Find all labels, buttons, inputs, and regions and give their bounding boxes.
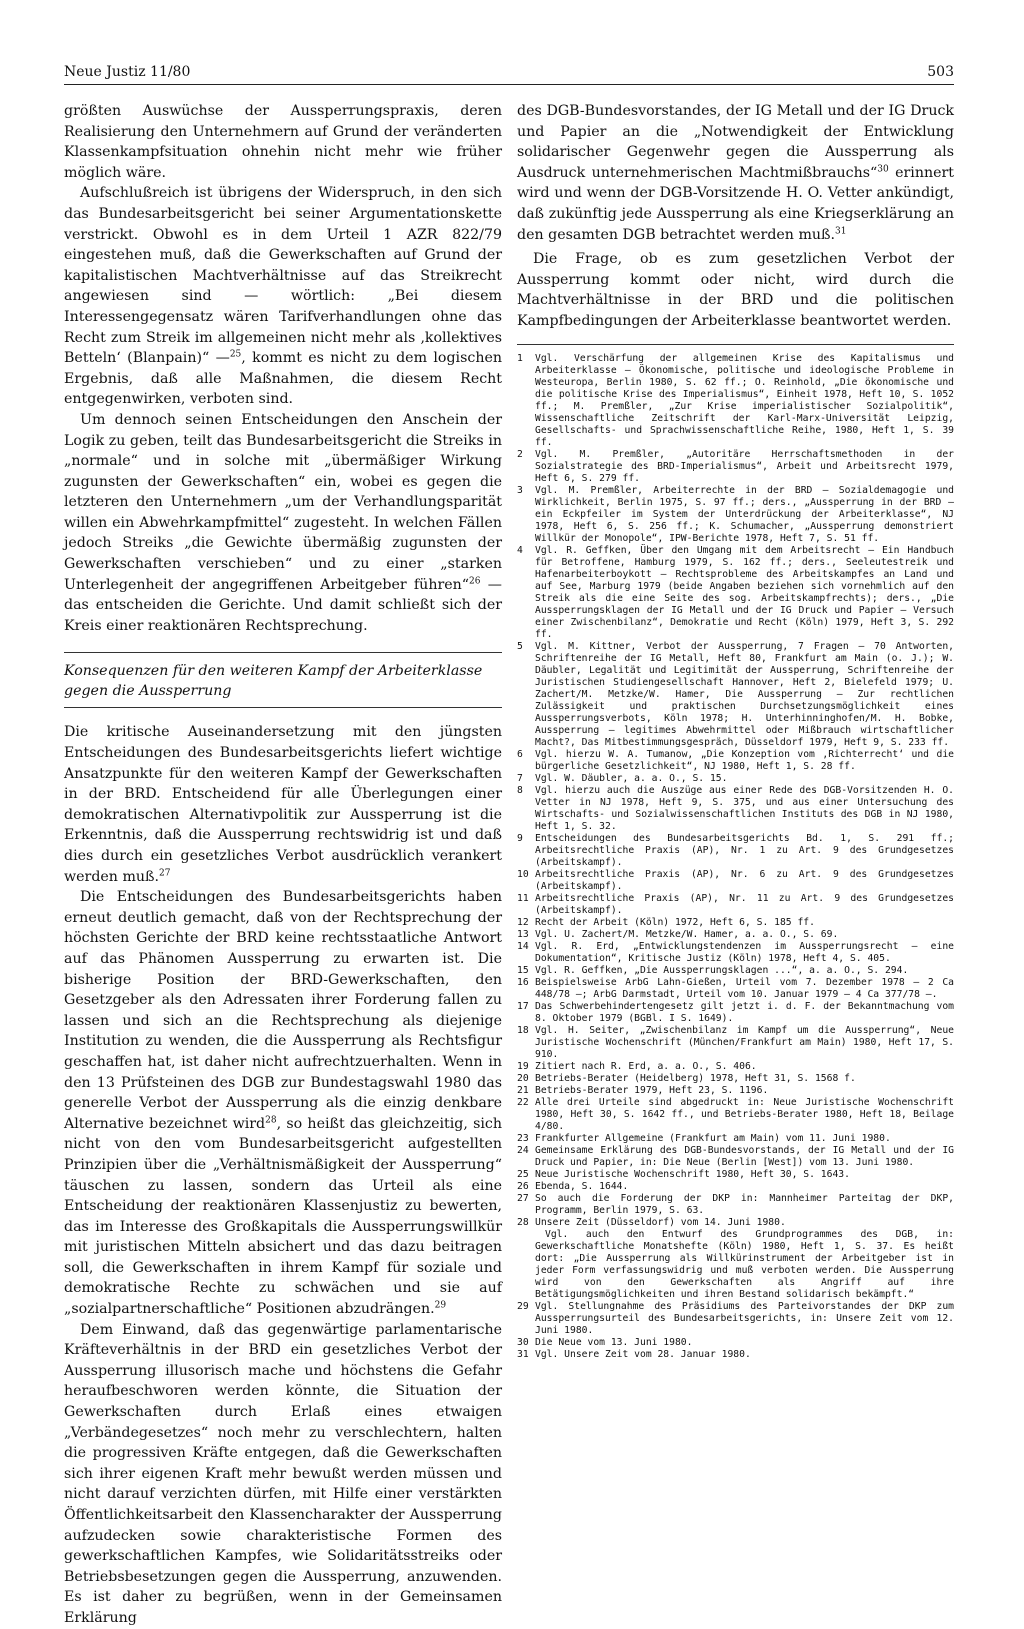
footnote-text: Zitiert nach R. Erd, a. a. O., S. 406.: [535, 1060, 757, 1072]
footnote: [517, 941, 954, 965]
footnote-ref: 29: [434, 1300, 447, 1311]
footnote-text: Beispielsweise ArbG Lahn-Gießen, Urteil vom 7. Dezember 1978 — 2 Ca 448/78 —; ArbG Darmstadt, Urteil vom 10. Januar 1979 — 4 Ca 377/78 —.: [535, 976, 954, 1000]
footnote-number: 7: [517, 772, 523, 784]
footnote-text: Die Neue vom 13. Juni 1980.: [535, 1336, 693, 1348]
footnote: [517, 353, 954, 449]
footnote-text: Vgl. Verschärfung der allgemeinen Krise des Kapitalismus und Arbeiterklasse — Ökonomische, politische und ideologische Probleme in Westeuropa, Berlin 1980, S. 62 ff.; O. Reinhold, „Die ökonomische und die politische Krise des Imperialismus“, Einheit 1978, Heft 10, S. 1052 ff.; M. Premßler, „Zur Krise imperialistischer Sozialpolitik“, Wissenschaftliche Zeitschrift der Karl-Marx-Universität Leipzig, Gesellschafts- und Sprachwissenschaftliche Reihe, 1980, Heft 1, S. 39 ff.: [535, 352, 954, 448]
footnote-ref: 25: [229, 349, 242, 360]
paragraph: Die Frage, ob es zum gesetzlichen Verbot der Aussperrung kommt oder nicht, wird durch die Machtverhältnisse in der BRD und die politischen Kampfbedingungen der Arbeiterklasse beantwortet werden.: [517, 251, 954, 329]
footnote-number: 24: [517, 1144, 529, 1156]
footnote-number: 16: [517, 976, 529, 988]
footnote-text: Vgl. W. Däubler, a. a. O., S. 15.: [535, 772, 728, 784]
footnote-text: Arbeitsrechtliche Praxis (AP), Nr. 11 zu Art. 9 des Grundgesetzes (Arbeitskampf).: [535, 892, 954, 916]
footnote-number: 1: [517, 352, 523, 364]
page-header: [64, 64, 954, 86]
footnote: [517, 1025, 954, 1061]
footnote-number: 29: [517, 1300, 529, 1312]
footnote-number: 9: [517, 832, 523, 844]
footnote-text: Vgl. R. Geffken, Über den Umgang mit dem Arbeitsrecht — Ein Handbuch für Betroffene, Hamburg 1979, S. 162 ff.; ders., Seeleutestreik und Hafenarbeiterboykott — Rechtsprobleme des Arbeitskampfes an Land und auf See, Marburg 1979 (beide Angaben beziehen sich vornehmlich auf den Streik als die eine Seite des sog. Arbeitskampfrechts); ders., „Die Aussperrungsklagen der IG Metall und der IG Druck und Papier — Versuch einer Zwischenbilanz“, Demokratie und Recht (Köln) 1979, Heft 3, S. 292 ff.: [535, 544, 954, 640]
footnote-number: 14: [517, 940, 529, 952]
footnote-number: 20: [517, 1072, 529, 1084]
footnote: [517, 1085, 954, 1097]
footnote-number: 23: [517, 1132, 529, 1144]
footnote-number: 17: [517, 1000, 529, 1012]
journal-title: Neue Justiz 11/80: [64, 64, 191, 80]
footnote: [517, 773, 954, 785]
paragraph: Dem Einwand, daß das gegenwärtige parlamentarische Kräfteverhältnis in der BRD ein gesetzliches Verbot der Aussperrung illusorisch mache und höchstens die Gefahr heraufbeschworen werden könnte, die Situation der Gewerkschaften durch Erlaß eines etwaigen „Verbändegesetzes“ noch mehr zu verschlechtern, halten die progressiven Kräfte entgegen, daß die Gewerkschaften sich ihrer eigenen Kraft mehr bewußt werden müssen und nicht darauf verzichten dürfen, mit Hilfe einer verstärkten Öffentlichkeitsarbeit den Klassencharakter der Aussperrung aufzudecken sowie charakteristische Formen des gewerkschaftlichen Kampfes, wie Solidaritätsstreiks oder Betriebsbesetzungen gegen die Aussperrung, anzuwenden. Es ist daher zu begrüßen, wenn in der Gemeinsamen Erklärung: [64, 1321, 502, 1626]
footnote-text: Betriebs-Berater 1979, Heft 23, S. 1196.: [535, 1084, 769, 1096]
footnote: [517, 1097, 954, 1133]
footnote: [517, 929, 954, 941]
footnote-number: 12: [517, 916, 529, 928]
section-heading-rule: [64, 707, 502, 708]
footnote: [517, 893, 954, 917]
paragraph: Aufschlußreich ist übrigens der Widerspruch, in den sich das Bundesarbeitsgericht bei seiner Argumentationskette verstrickt. Obwohl es in dem Urteil 1 AZR 822/79 eingestehen muß, daß die Gewerkschaften auf Grund der kapitalistischen Machtverhältnisse auf das Streikrecht angewiesen sind — wörtlich: „Bei diesem Interessengegensatz wären Tarifverhandlungen ohne das Recht zum Streik im allgemeinen nicht mehr als ‚kollektives Betteln‘ (Blanpain)“ —$^{25}$, kommt es nicht zu dem logischen Ergebnis, daß alle Maßnahmen, die diesem Recht entgegenwirken, verboten sind.: [64, 185, 502, 408]
footnote-number: 4: [517, 544, 523, 556]
footnote-number: 21: [517, 1084, 529, 1096]
footnote-number: 15: [517, 964, 529, 976]
footnote-number: 6: [517, 748, 523, 760]
footnote-text: So auch die Forderung der DKP in: Mannheimer Parteitag der DKP, Programm, Berlin 1979, S. 63.: [535, 1192, 954, 1216]
footnote-text: Vgl. U. Zachert/M. Metzke/W. Hamer, a. a. O., S. 69.: [535, 928, 839, 940]
footnote: [517, 1193, 954, 1217]
footnote: [517, 1073, 954, 1085]
footnote: [517, 1169, 954, 1181]
footnote-text: Betriebs-Berater (Heidelberg) 1978, Heft 31, S. 1568 f.: [535, 1072, 856, 1084]
footnote-text: Vgl. Unsere Zeit vom 28. Januar 1980.: [535, 1348, 751, 1360]
left-column: [64, 101, 502, 1629]
footnote: [517, 1337, 954, 1349]
footnote-number: 5: [517, 640, 523, 652]
footnote: [517, 785, 954, 833]
footnote-text: Arbeitsrechtliche Praxis (AP), Nr. 6 zu Art. 9 des Grundgesetzes (Arbeitskampf).: [535, 868, 954, 892]
footnote-separator: [517, 344, 954, 345]
footnote-text: Recht der Arbeit (Köln) 1972, Heft 6, S. 185 ff.: [535, 916, 815, 928]
footnote-number: 8: [517, 784, 523, 796]
footnote-number: 13: [517, 928, 529, 940]
paragraph: Um dennoch seinen Entscheidungen den Anschein der Logik zu geben, teilt das Bundesarbeitsgericht die Streiks in „normale“ und in solche mit „übermäßiger Wirkung zugunsten der Gewerkschaften“ ein, wobei es gegen die letzteren den Unternehmern „um der Verhandlungsparität willen ein Abwehrkampfmittel“ zugesteht. In welchen Fällen jedoch Streiks „die Gewichte übermäßig zugunsten der Gewerkschaften verschieben“ und zu einer „starken Unterlegenheit der angegriffenen Arbeitgeber führen“$^{26}$ — das entscheiden die Gerichte. Und damit schließt sich der Kreis einer reaktionären Rechtsprechung.: [64, 411, 502, 634]
footnote-ref: 30: [877, 164, 889, 175]
footnote: [517, 917, 954, 929]
footnote-number: 31: [517, 1348, 529, 1360]
footnote-number: 3: [517, 484, 523, 496]
footnote: [517, 1217, 954, 1229]
footnote-ref: 27: [159, 867, 171, 878]
footnote-number: 22: [517, 1096, 529, 1108]
footnote-number: 11: [517, 892, 529, 904]
header-rule: [64, 84, 954, 85]
footnote-ref: 31: [835, 225, 847, 236]
footnote-text: Alle drei Urteile sind abgedruckt in: Neue Juristische Wochenschrift 1980, Heft 30, S. 1642 ff., und Betriebs-Berater 1980, Heft 18, Beilage 4/80.: [535, 1096, 954, 1132]
section-heading: Konsequenzen für den weiteren Kampf der Arbeiterklasse gegen die Aussperrung: [64, 663, 483, 700]
footnote-number: 26: [517, 1180, 529, 1192]
footnote-text: Vgl. R. Geffken, „Die Aussperrungsklagen ...“, a. a. O., S. 294.: [535, 964, 909, 976]
footnote: [517, 1301, 954, 1337]
footnote-number: 19: [517, 1060, 529, 1072]
footnote-text: Vgl. hierzu W. A. Tumanow, „Die Konzeption vom ‚Richterrecht‘ und die bürgerliche Gesetzlichkeit“, NJ 1980, Heft 1, S. 28 ff.: [535, 748, 954, 772]
footnote-number: 2: [517, 448, 523, 460]
footnote-text: Vgl. M. Kittner, Verbot der Aussperrung, 7 Fragen — 70 Antworten, Schriftenreihe der IG Metall, Heft 80, Frankfurt am Main (o. J.); W. Däubler, Legalität und Legitimität der Aussperrung, Schriftenreihe der Juristischen Studiengesellschaft Hannover, Heft 2, Bielefeld 1979; U. Zachert/M. Metzke/W. Hamer, Die Aussperrung — Zur rechtlichen Zulässigkeit und praktischen Durchsetzungsmöglichkeit eines Aussperrungsverbots, Köln 1978; H. Unterhinninghofen/M. H. Bobke, Aussperrung — legitimes Abwehrmittel oder Mißbrauch wirtschaftlicher Macht?, Das Mitbestimmungsgespräch, Düsseldorf 1979, Heft 9, S. 233 ff.: [535, 640, 954, 748]
paragraph: größten Auswüchse der Aussperrungspraxis, deren Realisierung den Unternehmern auf Grund der veränderten Klassenkampfsituation ohnehin nicht mehr wie früher möglich wäre.: [64, 103, 502, 181]
footnote-text: Gemeinsame Erklärung des DGB-Bundesvorstands, der IG Metall und der IG Druck und Papier, in: Die Neue (Berlin [West]) vom 13. Juni 1980.: [535, 1144, 954, 1168]
footnote-text: Ebenda, S. 1644.: [535, 1180, 629, 1192]
footnote: [517, 965, 954, 977]
footnote-number: 28: [517, 1216, 529, 1228]
footnote-text: Neue Juristische Wochenschrift 1980, Heft 30, S. 1643.: [535, 1168, 850, 1180]
footnote-text: Vgl. M. Premßler, Arbeiterrechte in der BRD — Sozialdemagogie und Wirklichkeit, Berlin 1975, S. 97 ff.; ders., „Aussperrung in der BRD — ein Eckpfeiler im System der Unterdrückung der Arbeiterklasse“, NJ 1978, Heft 6, S. 256 ff.; K. Schumacher, „Aussperrung demonstriert Willkür der Monopole“, IPW-Berichte 1978, Heft 7, S. 51 ff.: [535, 484, 954, 544]
footnote-text: Frankfurter Allgemeine (Frankfurt am Main) vom 11. Juni 1980.: [535, 1132, 891, 1144]
footnote: [517, 449, 954, 485]
footnote-text: Vgl. H. Seiter, „Zwischenbilanz im Kampf um die Aussperrung“, Neue Juristische Wochenschrift (München/Frankfurt am Main) 1980, Heft 17, S. 910.: [535, 1024, 954, 1060]
footnote: [517, 1349, 954, 1361]
footnote: [517, 749, 954, 773]
section-separator: [64, 652, 502, 653]
footnotes: [517, 353, 954, 1361]
footnote-ref: 26: [469, 575, 481, 586]
page-number: 503: [927, 64, 954, 80]
paragraph: Die kritische Auseinandersetzung mit den jüngsten Entscheidungen des Bundesarbeitsgerichts liefert wichtige Ansatzpunkte für den weiteren Kampf der Gewerkschaften in der BRD. Entscheidend für alle Überlegungen einer demokratischen Alternativpolitik zur Aussperrung ist die Erkenntnis, daß die Aussperrung rechtswidrig ist und daß dies durch ein gesetzliches Verbot ausdrücklich verankert werden muß.$^{27}$: [64, 724, 502, 885]
footnote-text: Vgl. hierzu auch die Auszüge aus einer Rede des DGB-Vorsitzenden H. O. Vetter in NJ 1978, Heft 9, S. 375, und aus einer Untersuchung des Wirtschafts- und Sozialwissenschaftlichen Instituts des DGB in NJ 1980, Heft 1, S. 32.: [535, 784, 954, 832]
footnote: [517, 1181, 954, 1193]
footnote-text: Entscheidungen des Bundesarbeitsgerichts Bd. 1, S. 291 ff.; Arbeitsrechtliche Praxis (AP), Nr. 1 zu Art. 9 des Grundgesetzes (Arbeitskampf).: [535, 832, 954, 868]
footnote: [517, 1061, 954, 1073]
footnote-text: Vgl. Stellungnahme des Präsidiums des Parteivorstandes der DKP zum Aussperrungsurteil des Bundesarbeitsgerichts, in: Unsere Zeit vom 12. Juni 1980.: [535, 1300, 954, 1336]
footnote: [517, 869, 954, 893]
footnote: [517, 977, 954, 1001]
footnote: [517, 1001, 954, 1025]
footnote-number: 25: [517, 1168, 529, 1180]
paragraph: Die Entscheidungen des Bundesarbeitsgerichts haben erneut deutlich gemacht, daß von der Rechtsprechung der höchsten Gerichte der BRD keine rechtsstaatliche Antwort auf das Phänomen Aussperrung zu erwarten ist. Die bisherige Position der BRD-Gewerkschaften, den Gesetzgeber als den Adressaten ihrer Forderung fallen zu lassen und sich an die Rechtsprechung als diejenige Institution zu wenden, die die Aussperrung als Rechtsfigur geschaffen hat, ist daher nicht aufrechtzuerhalten. Wenn in den 13 Prüfsteinen des DGB zur Bundestagswahl 1980 das generelle Verbot der Aussperrung als die einzig denkbare Alternative bezeichnet wird$^{28}$, so heißt das gleichzeitig, sich nicht von den vom Bundesarbeitsgericht aufgestellten Prinzipien über die „Verhältnismäßigkeit der Aussperrung“ täuschen zu lassen, sondern das Urteil als eine Entscheidung der reaktionären Klassenjustiz zu bewerten, das im Interesse des Großkapitals die Aussperrungswillkür mit juristischen Mitteln absichert und das dazu beitragen soll, die Gewerkschaften in ihrem Kampf für soziale und demokratische Rechte zu schwächen und sie auf „sozialpartnerschaftliche“ Positionen abzudrängen.$^{29}$: [64, 889, 502, 1318]
footnote: [517, 1133, 954, 1145]
footnote-text: Vgl. M. Premßler, „Autoritäre Herrschaftsmethoden in der Sozialstrategie des BRD-Imperialismus“, Arbeit und Arbeitsrecht 1979, Heft 6, S. 279 ff.: [535, 448, 954, 484]
footnote-ref: 28: [265, 1114, 277, 1125]
footnote-number: 27: [517, 1192, 529, 1204]
paragraph: des DGB-Bundesvorstandes, der IG Metall und der IG Druck und Papier an die „Notwendigkeit der Entwicklung solidarischer Gegenwehr gegen die Aussperrung als Ausdruck unternehmerischen Machtmißbrauchs“$^{30}$ erinnert wird und wenn der DGB-Vorsitzende H. O. Vetter ankündigt, daß zukünftig jede Aussperrung als eine Kriegserklärung an den gesamten DGB betrachtet werden muß.$^{31}$: [517, 103, 954, 243]
footnote-number: 30: [517, 1336, 529, 1348]
footnote: [517, 641, 954, 749]
footnote: [517, 485, 954, 545]
footnote-text: Vgl. R. Erd, „Entwicklungstendenzen im Aussperrungsrecht — eine Dokumentation“, Kritische Justiz (Köln) 1978, Heft 4, S. 405.: [535, 940, 954, 964]
footnote-number: 18: [517, 1024, 529, 1036]
right-column: [517, 101, 954, 1361]
footnote: [517, 1145, 954, 1169]
footnote-continuation: Vgl. auch den Entwurf des Grundprogrammes des DGB, in: Gewerkschaftliche Monatshefte (Köln) 1980, Heft 1, S. 37. Es heißt dort: „Die Aussperrung als Willkürinstrument der Arbeitgeber ist in jeder Form verfassungswidrig und muß verboten werden. Die Aussperrung wird von den Gewerkschaften als Angriff auf ihre Betätigungsmöglichkeiten und ihren Bestand solidarisch bekämpft.“: [535, 1228, 954, 1300]
footnote-number: 10: [517, 868, 529, 880]
footnote: [517, 545, 954, 641]
footnote-text: Das Schwerbehindertengesetz gilt jetzt i. d. F. der Bekanntmachung vom 8. Oktober 1979 (BGBl. I S. 1649).: [535, 1000, 954, 1024]
footnote-text: Unsere Zeit (Düsseldorf) vom 14. Juni 1980.: [535, 1216, 786, 1228]
footnote: [517, 833, 954, 869]
